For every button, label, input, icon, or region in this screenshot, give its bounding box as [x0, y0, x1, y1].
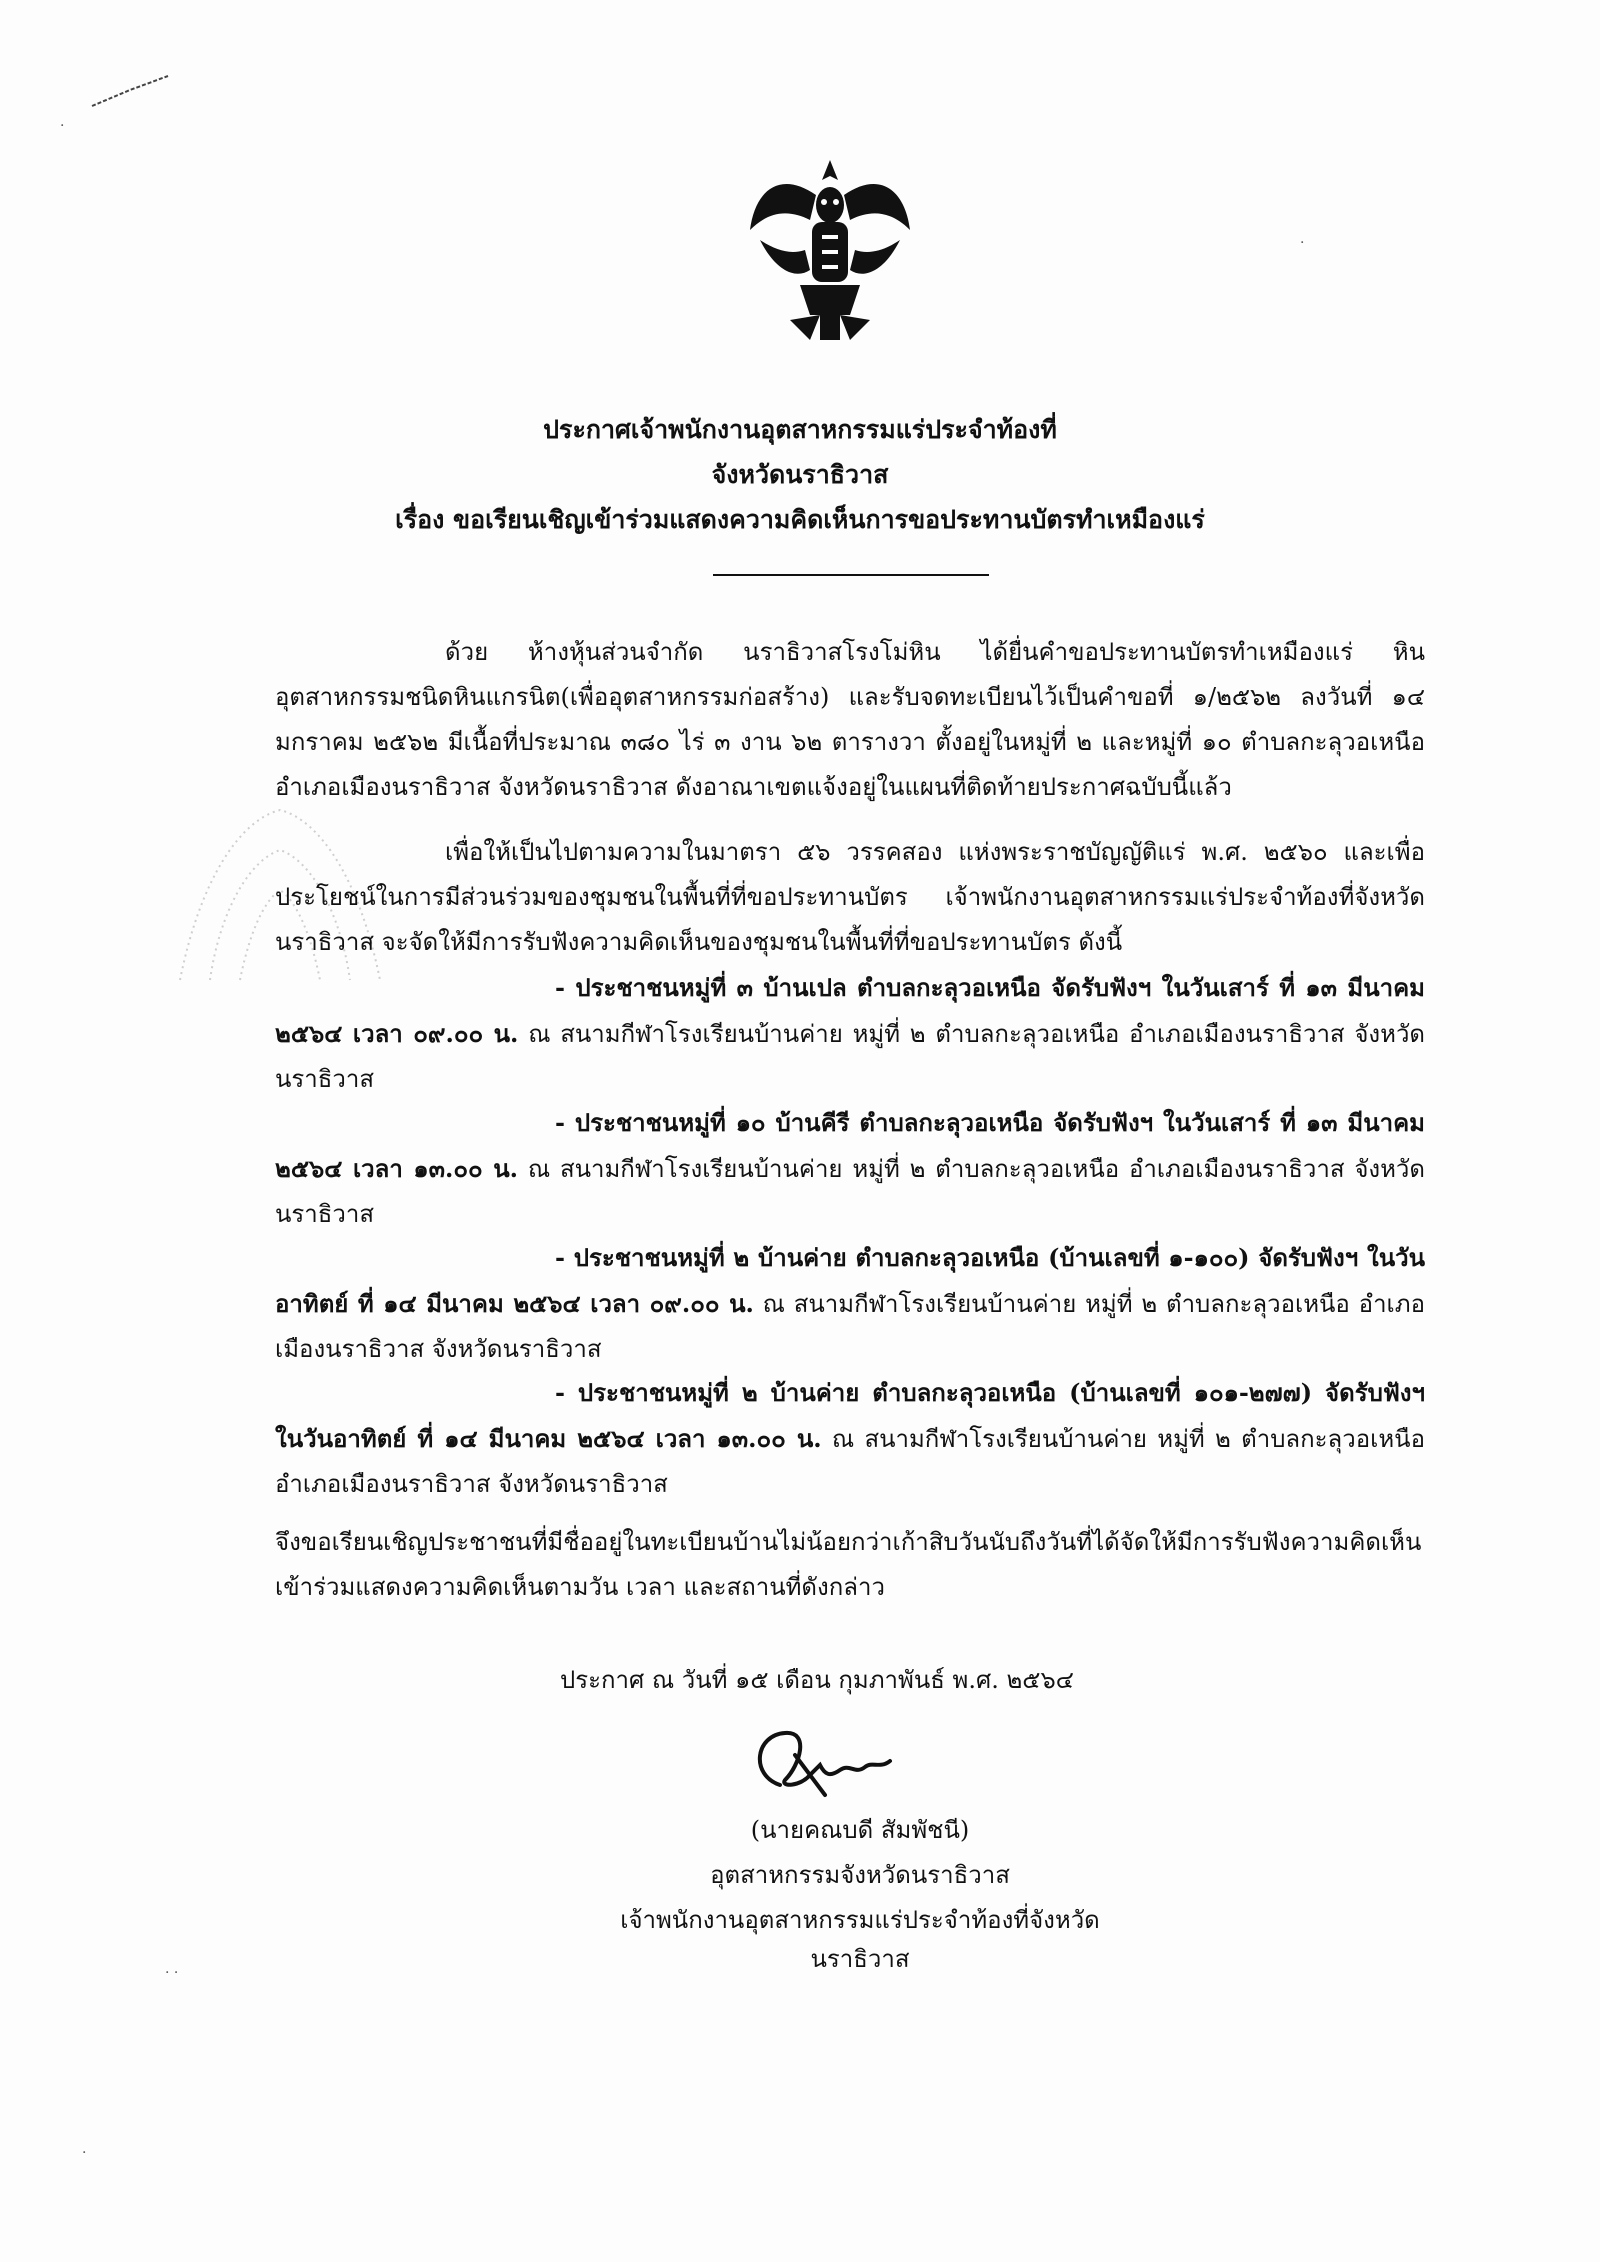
hearing-item-3: [275, 1235, 1425, 1372]
signatory-title-1: อุตสาหกรรมจังหวัดนราธิวาส: [710, 1861, 1010, 1889]
hearing-item-2-venue: ณ สนามกีฬาโรงเรียนบ้านค่าย หมู่ที่ ๒ ตำบลกะลุวอเหนือ อำเภอเมืองนราธิวาส จังหวัดนราธิวาส: [275, 1155, 1425, 1228]
province-title: จังหวัดนราธิวาส: [711, 460, 889, 489]
hearing-item-4-venue: ณ สนามกีฬาโรงเรียนบ้านค่าย หมู่ที่ ๒ ตำบลกะลุวอเหนือ อำเภอเมืองนราธิวาส จังหวัดนราธิวาส: [275, 1425, 1425, 1498]
hearing-item-2-schedule: - ประชาชนหมู่ที่ ๑๐ บ้านคีรี ตำบลกะลุวอเหนือ จัดรับฟังฯ ในวันเสาร์ ที่ ๑๓ มีนาคม ๒๕๖๔ เวลา ๑๓.๐๐ น.: [275, 1108, 1425, 1183]
hearing-item-1-schedule: - ประชาชนหมู่ที่ ๓ บ้านเปล ตำบลกะลุวอเหนือ จัดรับฟังฯ ในวันเสาร์ ที่ ๑๓ มีนาคม ๒๕๖๔ เวลา ๐๙.๐๐ น.: [275, 973, 1425, 1048]
paragraph-invitation: จึงขอเรียนเชิญประชาชนที่มีชื่ออยู่ในทะเบียนบ้านไม่น้อยกว่าเก้าสิบวันนับถึงวันที่ได้จัดให้มีการรับฟังความคิดเห็น เข้าร่วมแสดงความคิดเห็นตามวัน เวลา และสถานที่ดังกล่าว: [275, 1528, 1422, 1601]
hearing-item-4-schedule: - ประชาชนหมู่ที่ ๒ บ้านค่าย ตำบลกะลุวอเหนือ (บ้านเลขที่ ๑๐๑-๒๗๗) จัดรับฟังฯ ในวันอาทิตย์ ที่ ๑๔ มีนาคม ๒๕๖๔ เวลา ๑๓.๐๐ น.: [275, 1378, 1425, 1453]
title-divider: [713, 574, 989, 576]
scan-speck: ·: [1300, 235, 1305, 251]
hearing-item-2: [275, 1100, 1425, 1237]
paragraph-legal-basis: เพื่อให้เป็นไปตามความในมาตรา ๕๖ วรรคสอง แห่งพระราชบัญญัติแร่ พ.ศ. ๒๕๖๐ และเพื่อประโยชน์ในการมีส่วนร่วมของชุมชนในพื้นที่ที่ขอประทานบัตร เจ้าพนักงานอุตสาหกรรมแร่ประจำท้องที่จังหวัดนราธิวาส จะจัดให้มีการรับฟังความคิดเห็นของชุมชนในพื้นที่ที่ขอประทานบัตร ดังนี้: [275, 838, 1425, 956]
pen-stroke-mark: [90, 70, 170, 110]
paragraph-intro: ด้วย ห้างหุ้นส่วนจำกัด นราธิวาสโรงโม่หิน ได้ยื่นคำขอประทานบัตรทำเหมืองแร่ หินอุตสาหกรรมชนิดหินแกรนิต(เพื่ออุตสาหกรรมก่อสร้าง) และรับจดทะเบียนไว้เป็นคำขอที่ ๑/๒๕๖๒ ลงวันที่ ๑๔ มกราคม ๒๕๖๒ มีเนื้อที่ประมาณ ๓๘๐ ไร่ ๓ งาน ๖๒ ตารางวา ตั้งอยู่ในหมู่ที่ ๒ และหมู่ที่ ๑๐ ตำบลกะลุวอเหนือ อำเภอเมืองนราธิวาส จังหวัดนราธิวาส ดังอาณาเขตแจ้งอยู่ในแผนที่ติดท้ายประกาศฉบับนี้แล้ว: [275, 638, 1425, 801]
garuda-emblem-icon: [740, 150, 920, 350]
subject-title: เรื่อง ขอเรียนเชิญเข้าร่วมแสดงความคิดเห็นการขอประทานบัตรทำเหมืองแร่: [395, 505, 1205, 534]
notice-title: ประกาศเจ้าพนักงานอุตสาหกรรมแร่ประจำท้องที่: [543, 415, 1057, 444]
hearing-item-3-venue: ณ สนามกีฬาโรงเรียนบ้านค่าย หมู่ที่ ๒ ตำบลกะลุวอเหนือ อำเภอเมืองนราธิวาส จังหวัดนราธิวาส: [275, 1290, 1425, 1363]
signatory-title-2: เจ้าพนักงานอุตสาหกรรมแร่ประจำท้องที่จังหวัดนราธิวาส: [620, 1906, 1100, 1973]
signatory-name: (นายคณบดี สัมพัชนี): [750, 1816, 970, 1844]
scan-speck: ·: [82, 2145, 87, 2161]
hearing-item-3-schedule: - ประชาชนหมู่ที่ ๒ บ้านค่าย ตำบลกะลุวอเหนือ (บ้านเลขที่ ๑-๑๐๐) จัดรับฟังฯ ในวันอาทิตย์ ที่ ๑๔ มีนาคม ๒๕๖๔ เวลา ๐๙.๐๐ น.: [275, 1243, 1425, 1318]
announcement-date: ประกาศ ณ วันที่ ๑๕ เดือน กุมภาพันธ์ พ.ศ. ๒๕๖๔: [560, 1666, 1074, 1694]
hearing-item-1-venue: ณ สนามกีฬาโรงเรียนบ้านค่าย หมู่ที่ ๒ ตำบลกะลุวอเหนือ อำเภอเมืองนราธิวาส จังหวัดนราธิวาส: [275, 1020, 1426, 1093]
scan-speck: · ·: [165, 1965, 179, 1981]
scan-speck: ·: [60, 118, 65, 134]
hearing-item-4: [275, 1370, 1425, 1507]
handwritten-signature: [740, 1725, 940, 1805]
hearing-item-1: [275, 965, 1425, 1102]
